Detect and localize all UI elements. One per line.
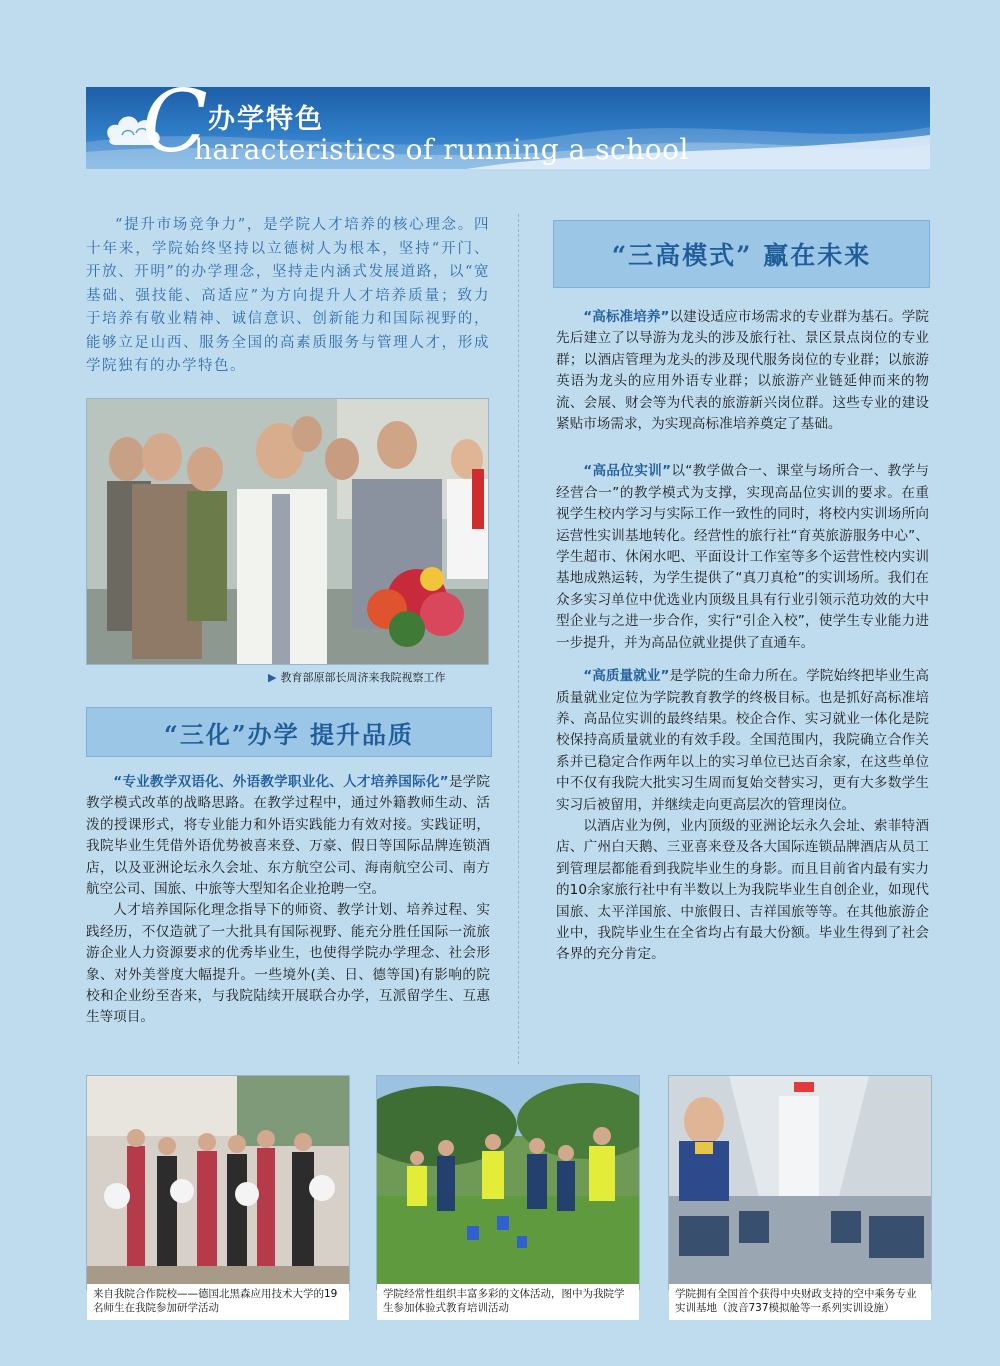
main-photo-caption bbox=[268, 669, 445, 685]
sangao-paragraph-1 bbox=[556, 307, 929, 435]
sangao-highlight-3: “高质量就业” bbox=[583, 668, 670, 685]
section-heading-sangao-text: “三高模式” 赢在未来 bbox=[611, 241, 872, 270]
officials-visit-image bbox=[87, 399, 488, 664]
sangao-paragraph-2 bbox=[556, 461, 929, 654]
section-heading-sanhua-text: “三化”办学 提升品质 bbox=[164, 719, 414, 749]
header-banner bbox=[86, 87, 930, 169]
column-divider bbox=[518, 214, 519, 1064]
section-heading-sanhua bbox=[86, 707, 492, 757]
sangao-p1-text: 以建设适应市场需求的专业群为基石。学院先后建立了以导游为龙头的涉及旅行社、景区景点岗位的专业群；以酒店管理为龙头的涉及现代服务岗位的专业群；以旅游英语为龙头的应用外语专业群；以旅游产业链延伸而来的物流、会展、财会等为代表的旅游新兴岗位群。这些专业的建设紧贴市场需求，为实现高标准培养奠定了基础。 bbox=[556, 309, 929, 433]
section-sangao-body bbox=[556, 307, 929, 966]
main-photo-caption-text: 教育部原部长周济来我院视察工作 bbox=[280, 671, 446, 684]
banner-title-cn: 办学特色 bbox=[208, 104, 324, 135]
intro-paragraph bbox=[86, 214, 490, 379]
sangao-p2-text: 以“教学做合一、课堂与场所合一、教学与经营合一”的教学模式为支撑，实现高品位实训的要求。在重视学生校内学习与实际工作一致性的同时，将校内实训场所向运营性实训基地转化。经营性的旅行社“育英旅游服务中心”、学生超市、休闲水吧、平面设计工作室等多个运营性校内实训基地成熟运转，为学生提供了“真刀真枪”的实训场所。我们在众多实习单位中优选业内顶级且具有行业引领示范功效的大中型企业与之进一步合作，实行“引企入校”，使学生专业能力进一步提升，并为高品位就业提供了直通车。 bbox=[556, 463, 930, 651]
main-photo bbox=[86, 398, 489, 665]
sanhua-p1-text: 是学院教学模式改革的战略思路。在教学过程中，通过外籍教师生动、活泼的授课形式，将专业能力和外语实践能力有效对接。实践证明，我院毕业生凭借外语优势被喜来登、万豪、假日等国际品牌连锁酒店，以及亚洲论坛永久会址、东方航空公司、海南航空公司、南方航空公司、国旅、中旅等大型知名企业抢聘一空。 bbox=[86, 774, 491, 898]
bottom-caption-2: 学院经常性组织丰富多彩的文体活动，图中为我院学生参加体验式教育培训活动 bbox=[377, 1284, 639, 1320]
section-heading-sangao bbox=[553, 220, 930, 288]
sanhua-paragraph-2: 人才培养国际化理念指导下的师资、教学计划、培养过程、实践经历，不仅造就了一大批具有国际视野、能充分胜任国际一流旅游企业人力资源要求的优秀毕业生，也使得学院办学理念、社会形象、对外美誉度大幅提升。一些境外(美、日、德等国)有影响的院校和企业纷至沓来，与我院陆续开展联合办学，互派留学生、互惠生等项目。 bbox=[86, 902, 490, 1026]
bottom-caption-3: 学院拥有全国首个获得中央财政支持的空中乘务专业实训基地（波音737模拟舱等一系列实训设施） bbox=[669, 1284, 931, 1320]
bottom-caption-1: 来自我院合作院校——德国北黑森应用技术大学的19名师生在我院参加研学活动 bbox=[87, 1284, 349, 1320]
sangao-paragraph-4: 以酒店业为例，业内顶级的亚洲论坛永久会址、索菲特酒店、广州白天鹅、三亚喜来登及各大国际连锁品牌酒店从员工到管理层都能看到我院毕业生的身影。而且目前省内最有实力的10余家旅行社中有半数以上为我院毕业生自创企业，如现代国旅、太平洋国旅、中旅假日、吉祥国旅等等。在其他旅游企业中，我院毕业生在全省均占有最大份额。毕业生得到了社会各界的充分肯定。 bbox=[556, 817, 929, 963]
sanhua-highlight: “专业教学双语化、外语教学职业化、人才培养国际化” bbox=[113, 774, 449, 790]
german-students-image bbox=[87, 1076, 349, 1289]
bottom-photo-3 bbox=[668, 1075, 932, 1290]
sanhua-paragraph-1 bbox=[86, 772, 490, 900]
sangao-highlight-2: “高品位实训” bbox=[583, 463, 672, 480]
sangao-p3-text: 是学院的生命力所在。学院始终把毕业生高质量就业定位为学院教育教学的终极目标。也是抓好高标准培养、高品位实训的最终结果。校企合作、实习就业一体化是院校保持高质量就业的有效手段。全国范围内，我院确立合作关系并已稳定合作两年以上的实习单位已达百余家，在这些单位中不仅有我院大批实习生周而复始交替实习，更有大多数学生实习后被留用，并继续走向更高层次的管理岗位。 bbox=[556, 668, 929, 813]
banner-title-initial: C bbox=[142, 87, 208, 169]
intro-text: “提升市场竞争力”，是学院人才培养的核心理念。四十年来，学院始终坚持以立德树人为根本，坚持“开门、开放、开明”的办学理念，坚持走内涵式发展道路，以“宽基础、强技能、高适应”为方向提升人才培养质量；致力于培养有敬业精神、诚信意识、创新能力和国际视野的，能够立足山西、服务全国的高素质服务与管理人才，形成学院独有的办学特色。 bbox=[86, 217, 490, 374]
bottom-photo-2 bbox=[376, 1075, 640, 1290]
section-sanhua-body bbox=[86, 772, 490, 1029]
sangao-highlight-1: “高标准培养” bbox=[583, 309, 670, 325]
caption-arrow-icon: ▶ bbox=[268, 671, 277, 684]
bottom-photo-1 bbox=[86, 1075, 350, 1290]
cabin-simulator-image bbox=[669, 1076, 931, 1289]
banner-title-en: haracteristics of running a school bbox=[194, 133, 689, 166]
outdoor-training-image bbox=[377, 1076, 639, 1289]
sangao-paragraph-3 bbox=[556, 666, 929, 816]
